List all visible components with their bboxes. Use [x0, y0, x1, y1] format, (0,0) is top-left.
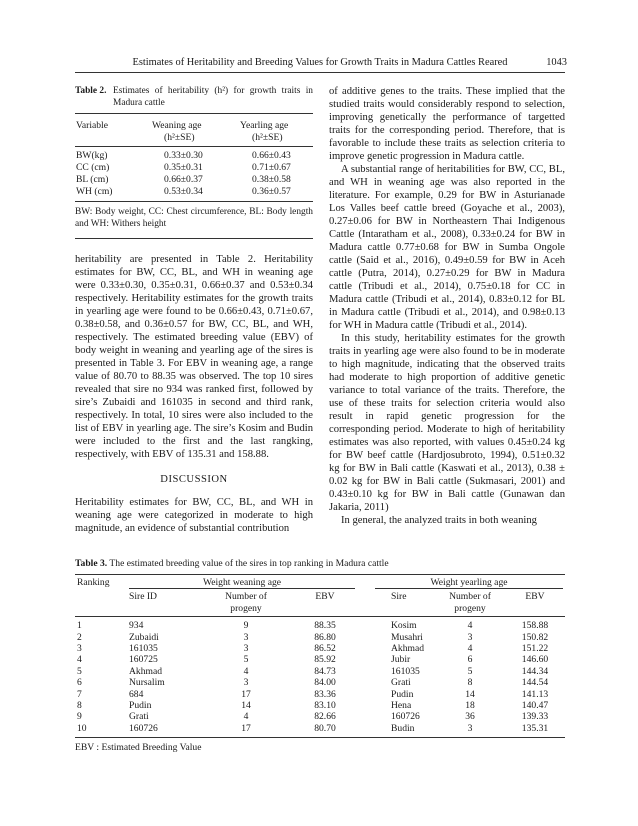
table-row [75, 147, 313, 162]
body-paragraph: Heritability estimates for BW, CC, BL, and WH in weaning age were categorized in moderate to high magnitude, an evidence of substantial contribution [75, 497, 313, 534]
table3-bottom-rule [75, 737, 565, 738]
table3-col-ebv-yearling: EBV [525, 591, 545, 603]
table-cell: 3 [243, 631, 249, 643]
table3-caption [75, 558, 565, 570]
table-cell: 144.34 [521, 665, 549, 677]
table-cell: 160725 [129, 654, 158, 666]
table-cell: 9 [77, 711, 82, 723]
table-cell: 0.36±0.57 [252, 186, 291, 197]
table-cell: 139.33 [521, 711, 549, 723]
body-paragraph: of additive genes to the traits. These implied that the studied traits would considerably respond to selection, improving genetically the performance of targetted traits for the corresponding period. Therefore, that is favorable to include these traits as selection criteria to improve genetic progression in Madura cattle. [329, 86, 565, 162]
table-cell: Nursalim [129, 677, 165, 689]
table-cell: 160726 [391, 711, 420, 723]
table-cell: Musahri [391, 631, 423, 643]
table-row [75, 162, 313, 174]
table-cell: 161035 [391, 665, 420, 677]
table-cell: 3 [243, 643, 249, 655]
table3-body [75, 617, 565, 737]
table-row [75, 617, 565, 631]
table-cell: 5 [243, 654, 249, 666]
table-cell: 36 [465, 711, 475, 723]
left-column [75, 85, 313, 535]
table-cell: 0.33±0.30 [164, 150, 203, 161]
table-cell: 158.88 [521, 620, 549, 632]
table-cell: 160726 [129, 722, 158, 734]
table-cell: 0.66±0.37 [164, 174, 203, 185]
table3-group-weaning [127, 575, 365, 589]
table-cell: 146.60 [521, 654, 549, 666]
table-cell: 88.35 [314, 620, 336, 632]
table-cell: Zubaidi [129, 631, 159, 643]
body-paragraph: A substantial range of heritabilities for BW, CC, BL, and WH in weaning age was also reported in the literature. For example, 0.29 for BW in Asturianade Los Valles beef cattle breed (Goyache et al., 2003), 0.27±0.06 for BW in Northeastern Thai Indigenous Cattle (Intaratham et al., 2008), 0.33±0.24 for BW in Madura cattle 0.77±0.68 for BW in Sumba Ongole cattle (Said et al., 2016), 0.49±0.59 for BW in Aceh cattle (Putra, 2014), 0.27±0.29 for BW in Madura cattle (Tribudi et al., 2014), 0.75±0.18 for CC in Madura cattle (Tribudi et al., 2014), 0.83±0.12 for BL in Madura cattle (Tribudi et al., 2014), and 0.98±0.13 for WH in Madura cattle (Tribudi et al., 2014). [329, 164, 565, 331]
table-row [75, 723, 565, 737]
table-cell: 684 [129, 688, 144, 700]
table2-caption [75, 85, 313, 109]
table-cell: 17 [241, 688, 251, 700]
table3-spacer [75, 589, 127, 614]
table-cell: 3 [467, 631, 473, 643]
table-cell: BW(kg) [76, 150, 108, 161]
table-cell: Budin [391, 722, 415, 734]
table-row [75, 654, 565, 665]
table3-col-sire-id: Sire ID [129, 591, 157, 603]
table-cell: 86.52 [314, 643, 336, 655]
table2-body [75, 147, 313, 201]
table-cell: 4 [467, 643, 473, 655]
table-cell: 14 [241, 700, 251, 712]
table2-col-weaning-sub: (h²±SE) [164, 132, 195, 143]
table2-col-weaning-label: Weaning age [152, 120, 202, 131]
table-cell: 3 [243, 677, 249, 689]
table-cell: 5 [467, 665, 473, 677]
table-row [75, 632, 565, 643]
table-row [75, 643, 565, 654]
table-cell: 4 [243, 665, 249, 677]
table-row [75, 700, 565, 711]
table3 [75, 575, 565, 737]
table-cell: 140.47 [521, 700, 549, 712]
table2-label: Table 2. [75, 86, 107, 96]
table-cell: WH (cm) [76, 186, 113, 197]
table-cell: 86.80 [314, 631, 336, 643]
table-row [75, 666, 565, 677]
running-header [75, 57, 565, 68]
table2-note-rule [75, 238, 313, 239]
section-heading: DISCUSSION [160, 474, 228, 485]
table-cell: 0.71±0.67 [252, 162, 291, 173]
table-cell: 141.13 [521, 688, 549, 700]
table-cell: 4 [467, 620, 473, 632]
table-cell: 0.66±0.43 [252, 150, 291, 161]
table2-col-variable: Variable [76, 120, 108, 131]
table-cell: 9 [243, 620, 249, 632]
table-cell: Hena [391, 700, 412, 712]
table-row [75, 677, 565, 688]
table2-caption-text: Estimates of heritability (h²) for growth traits in Madura cattle [113, 86, 313, 108]
table-cell: 4 [77, 654, 82, 666]
table3-block [75, 558, 565, 753]
page-number: 1043 [546, 57, 567, 68]
table-cell: Pudin [129, 700, 152, 712]
table-row [75, 174, 313, 186]
table-cell: 135.31 [521, 722, 549, 734]
table-cell: Grati [129, 711, 149, 723]
table-cell: 151.22 [521, 643, 549, 655]
table-cell: 3 [467, 722, 473, 734]
table-row [75, 186, 313, 201]
table-cell: 84.00 [314, 677, 336, 689]
table-cell: 82.66 [314, 711, 336, 723]
table-cell: Pudin [391, 688, 414, 700]
table-cell: 934 [129, 620, 144, 632]
table-cell: 0.35±0.31 [164, 162, 203, 173]
table3-col-progeny-yearling: Number of progeny [449, 591, 491, 614]
table-cell: 161035 [129, 643, 158, 655]
table3-group-weaning-label: Weight weaning age [129, 577, 355, 589]
table-cell: 0.53±0.34 [164, 186, 203, 197]
table-cell: Akhmad [391, 643, 425, 655]
table3-caption-text: The estimated breeding value of the sires in top ranking in Madura cattle [109, 558, 389, 569]
table-cell: BL (cm) [76, 174, 109, 185]
table-cell: Kosim [391, 620, 417, 632]
table-row [75, 711, 565, 722]
table-cell: CC (cm) [76, 162, 110, 173]
table3-label: Table 3. [75, 558, 108, 569]
table-cell: 83.10 [314, 700, 336, 712]
table2-bottom-rule [75, 201, 313, 202]
table-cell: 8 [77, 700, 82, 712]
table-cell: 6 [467, 654, 473, 666]
table-row [75, 689, 565, 700]
table3-col-sire: Sire [391, 591, 407, 603]
table-cell: Akhmad [129, 665, 163, 677]
table2-col-weaning [151, 118, 239, 146]
table3-col-ebv-weaning: EBV [315, 591, 335, 603]
table2-col-yearling-sub: (h²±SE) [252, 132, 283, 143]
table2-note: BW: Body weight, CC: Chest circumference, BL: Body length and WH: Withers height [75, 207, 313, 229]
table-cell: 150.82 [521, 631, 549, 643]
table-cell: 3 [77, 643, 82, 655]
table3-group-yearling-label: Weight yearling age [375, 577, 563, 589]
table-cell: 1 [77, 620, 82, 632]
table-cell: 14 [465, 688, 475, 700]
table3-group-yearling [365, 575, 565, 589]
table2 [75, 118, 313, 201]
table-cell: 7 [77, 688, 82, 700]
table2-col-yearling [239, 118, 313, 146]
table-cell: 2 [77, 631, 82, 643]
table-cell: 8 [467, 677, 473, 689]
table2-top-rule [75, 113, 313, 114]
table3-col-ranking: Ranking [77, 577, 110, 588]
table-cell: 83.36 [314, 688, 336, 700]
table3-col-progeny-weaning: Number of progeny [225, 591, 267, 614]
right-column [329, 85, 565, 527]
body-paragraph: In general, the analyzed traits in both weaning [341, 515, 537, 526]
header-rule [75, 72, 565, 73]
table2-col-yearling-label: Yearling age [240, 120, 289, 131]
table-cell: Grati [391, 677, 411, 689]
table-cell: 10 [77, 722, 87, 734]
table-cell: 85.92 [314, 654, 336, 666]
running-title: Estimates of Heritability and Breeding Values for Growth Traits in Madura Cattles Reared [132, 57, 508, 68]
table-cell: 0.38±0.58 [252, 174, 291, 185]
table-cell: Jubir [391, 654, 411, 666]
table-cell: 5 [77, 665, 82, 677]
table-cell: 4 [243, 711, 249, 723]
table-cell: 84.73 [314, 665, 336, 677]
table-cell: 6 [77, 677, 82, 689]
body-paragraph: heritability are presented in Table 2. Heritability estimates for BW, CC, BL, and WH in weaning age were 0.33±0.30, 0.35±0.31, 0.66±0.37 and 0.53±0.34 respectively. Heritability estimates for the growth traits in yearling age were found to be 0.66±0.43, 0.71±0.67, 0.38±0.58, and 0.36±0.57 for BW, CC, BL, and WH, respectively. The estimated breeding value (EBV) of body weight in weaning and yearling age of the sires is presented in Table 3. For EBV in weaning age, a range value of 80.70 to 88.35 was observed. The top 10 sires revealed that sire no 934 was ranked first, followed by sire’s Zubaidi and 161035 in second and third rank, respectively. In total, 10 sires were also included to the list of EBV in yearling age. The sire’s Kosim and Budin were included to the first and the last rangking, respectively, with EBV of 135.31 and 158.88. [75, 254, 313, 460]
table-cell: 144.54 [521, 677, 549, 689]
table-cell: 17 [241, 722, 251, 734]
table3-note: EBV : Estimated Breeding Value [75, 742, 202, 754]
table-cell: 80.70 [314, 722, 336, 734]
table-cell: 18 [465, 700, 475, 712]
body-paragraph: In this study, heritability estimates for the growth traits in yearling age were also found to be in moderate to high magnitude, indicating that the observed traits had moderate to high proportion of additive genetic variance to total variance of the traits. Therefore, the use of these traits for selection criteria would also result in rapid genetic progression for the corresponding period. Moderate to high of heritability estimates was also reported, with values 0.45±0.24 kg for BW beef cattle (Hardjosubroto, 1994), 0.51±0.32 kg for BW in Bali cattle (Kaswati et al., 2013), 0.38 ± 0.02 kg for BW in Bali cattle (Sukmasari, 2001) and 0.43±0.10 kg for BW in Bali cattle (Gunawan dan Jakaria, 2011) [329, 333, 565, 513]
